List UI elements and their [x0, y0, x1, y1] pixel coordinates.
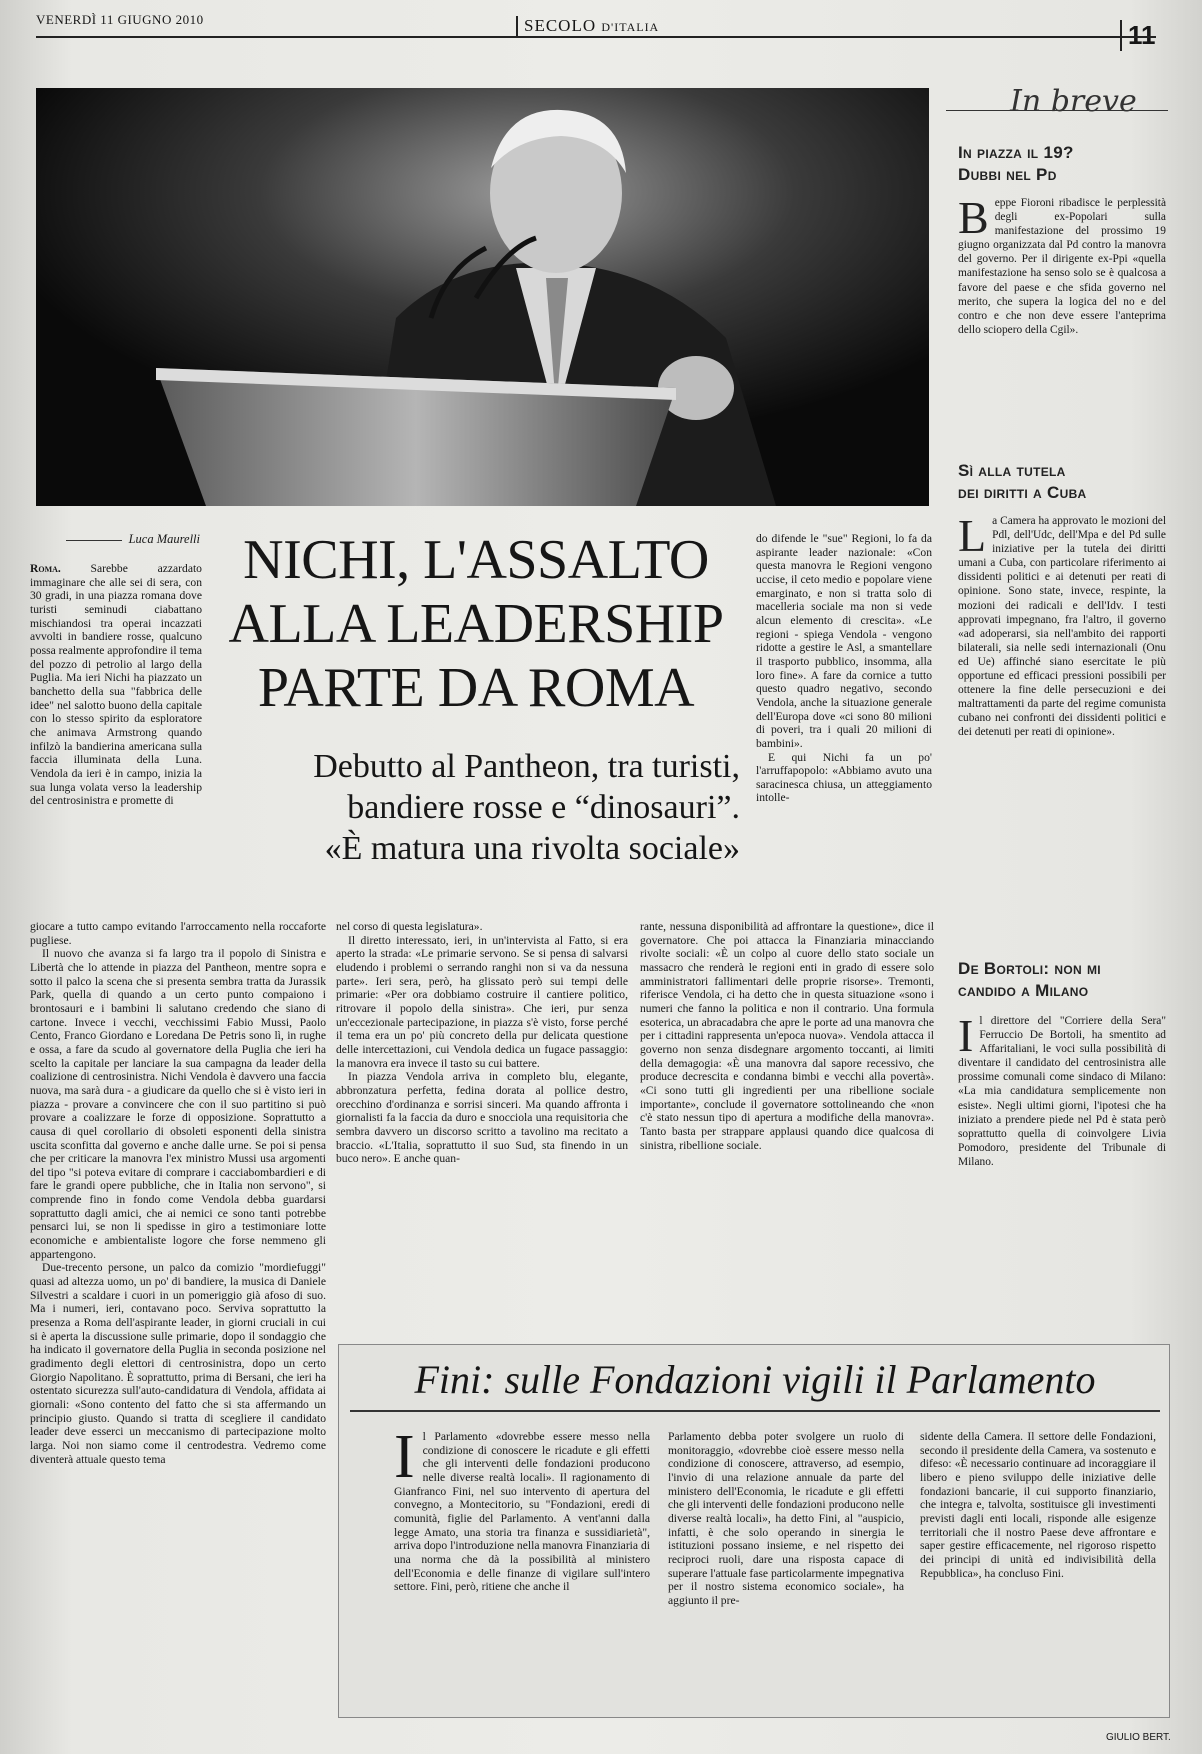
- sidebar-body: eppe Fioroni ribadisce le perplessità degli ex-Popolari sulla manifestazione del prossimo 19 giugno organizzata dal Pd contro la manovra del governo. Per il dirigente ex-Ppi «quella manifestazione ha senso solo se è qualcosa a favore del paese e che sfida governo nel merito, che supera la logica del no e del contro e che non deve essere l'anteprima dello sciopero della Cgil».: [958, 197, 1166, 336]
- sidebar-title-line: Dubbi nel Pd: [958, 165, 1057, 184]
- article-paragraph: [30, 562, 202, 808]
- article-paragraph: do difende le "sue" Regioni, lo fa da aspirante leader nazionale: «Con questa manovra le Regioni vengono uccise, il ceto medio e popolare viene emarginato, e non si tratta solo di macelleria sociale ma non si vede alcun elemento di crescita». «Le regioni - spiega Vendola - vengono ridotte a gestire le Asl, a smantellare il trasporto pubblico, insomma, alla loro fine». A fare da cornice a tutto questo quadro negativo, secondo Vendola, anche la situazione generale dell'Europa dove «ci sono 80 milioni di poveri, tra i quali 20 milioni di bambini».: [756, 532, 932, 750]
- headline: [208, 528, 744, 720]
- sidebar-body: a Camera ha approvato le mozioni del Pdl, dell'Udc, dell'Mpa e del Pd sulle iniziative per la tutela dei diritti umani a Cuba, con particolare riferimento ai dissidenti politici e ai detenuti per reati di opinione. Sono state, invece, respinte, la mozioni dei radicali e dell'Idv. I testi approvati impegnano, fra l'altro, il governo «ad adoperarsi, sia nell'ambito dei rapporti bilaterali, sia nelle sedi internazionali (Onu ed Ue) affinché siano esercitate le più opportune ed efficaci pressioni possibili per ottenere la fine delle persecuzioni e dei maltrattamenti da parte del regime comunista cubano nei confronti dei dissidenti politici e dei detenuti per reati di opinione».: [958, 515, 1166, 739]
- fini-col3: [920, 1430, 1156, 1580]
- article-col2: [336, 920, 628, 1166]
- fini-col1: [394, 1423, 650, 1594]
- sidebar-title-line: De Bortoli: non mi: [958, 959, 1101, 978]
- article-paragraph: In piazza Vendola arriva in completo blu, elegante, abbronzatura perfetta, fedina dorata al pollice destro, orecchino d'ordinanza e sorrisi sinceri. Ma quando affronta i giornalisti fa la faccia da duro e snocciola una requisitoria che sembra davvero un discorso scritto a tavolino ma recitato a braccio. «L'Italia, soprattutto il suo Sud, sta finendo in un buco nero». E anche quan-: [336, 1070, 628, 1166]
- article-paragraph: Il diretto interessato, ieri, in un'intervista al Fatto, si era aperto la strada: «Le primarie servono. Se si pensa di salvarsi eludendo i problemi o serrando ranghi non si va da nessuna parte». Ieri sera, però, ha glissato però sui tempi delle primarie: «Per ora dobbiamo costruire il cantiere politico, ritrovare il popolo della sinistra». Che ieri, pur senza un'eccezionale partecipazione, in piazza s'è visto, forse perché il tema era un po' più concreto della pur delicata questione delle intercettazioni, cui Vendola dedica un fugace passaggio: la manovra era invece il tasto su cui battere.: [336, 933, 628, 1070]
- dropcap: I: [394, 1423, 415, 1491]
- subhead-line: «È matura una rivolta sociale»: [324, 830, 740, 867]
- sidebar-title: [958, 142, 1166, 186]
- headline-line: ALLA LEADERSHIP: [228, 593, 724, 655]
- byline: Luca Maurelli: [36, 532, 200, 547]
- article-paragraph: Due-trecento persone, un palco da comizio "mordiefuggi" quasi ad altezza uomo, un po' di bandiere, la musica di Daniele Silvestri a scaldare i cuori in un pomeriggio già afoso di suo. Ma i numeri, ieri, contavano poco. Serviva soprattutto la presenza a Roma dell'aspirante leader, in giorni cruciali in cui si è aperta la discussione sulle primarie, dopo il sondaggio che ha indicato il governatore della Puglia in seconda posizione nel gradimento degli elettori di centrosinistra, dopo un certo Giorgio Napolitano. È soprattutto, prima di Bersani, che ieri ha ostentato sicurezza sull'auto-candidatura di Vendola, affidata ai giornali: «Sono contento del fatto che si sta affermando un principio giusto. Quando si tratta di scegliere il candidato leader deve esserci un meccanismo di partecipazione molto larga. Noi non siamo come il centrodestra. Vedremo come diventerà attuale questo tema: [30, 1261, 326, 1466]
- sidebar-text: [958, 1010, 1166, 1169]
- header-rule: [36, 36, 1156, 38]
- photo-illustration-icon: [36, 88, 929, 506]
- sidebar-text: [958, 510, 1166, 740]
- article-col3-bottom: [640, 920, 934, 1152]
- article-paragraph: rante, nessuna disponibilità ad affrontare la questione», dice il governatore. Che poi attacca la Finanziaria minacciando rivolte sociali: «È un colpo al cuore dello stato sociale un massacro che renderà le regioni enti in grado di essere solo amministratori fallimentari delle proprie risorse». Tremonti, riferisce Vendola, ci ha detto che in questa situazione «sono i numeri che fanno la politica e non il contrario. Una formula esoterica, un abracadabra che apre le porte ad una manovra che per i cittadini rappresenta un'epoca nuova». Vendola attacca il governo non senza disdegnare argomento toccanti, ai limiti della demagogia: «È una manovra dal sapore recessivo, che produce decrescita e condanna bimbi e vecchi alla povertà». «Ci sono tutti gli ingredienti per una ribellione sociale importante», conclude il governatore sottolineando che «non c'è stato nessun tipo di apertura a modifiche della manovra». Tanto basta per strappare applausi quando dice qualcosa di sinistra, ribellione sociale.: [640, 920, 934, 1152]
- subheadline: [220, 746, 740, 869]
- article-paragraph: E qui Nichi fa un po' l'arruffapopolo: «Abbiamo avuto una saracinesca chiusa, un atteggiamento intolle-: [756, 750, 932, 805]
- sidebar-title: [958, 460, 1166, 504]
- fini-text: l Parlamento «dovrebbe essere messo nella condizione di conoscere le ricadute e gli effetti che gli interventi delle fondazioni producono nelle diverse realtà locali». Il ragionamento di Gianfranco Fini, nel suo intervento di apertura del convegno, a Montecitorio, su "Fondazioni, eredi di comunità, figlie del Parlamento. A vent'anni dalla legge Amato, una storia tra finanza e sussidiarietà", arriva dopo l'introduzione nella manovra Finanziaria di una norma che dà la possibilità al ministero dell'Economia e delle finanze di vigilare sull'intero settore. Fini, però, ritiene che anche il: [394, 1430, 650, 1594]
- article-col3-top: [756, 532, 932, 805]
- article-paragraph: nel corso di questa legislatura».: [336, 920, 483, 933]
- sidebar-item-debortoli: [958, 958, 1166, 1169]
- sidebar-text: [958, 192, 1166, 337]
- newspaper-name-small: D'ITALIA: [601, 20, 660, 34]
- sidebar-title-line: In piazza il 19?: [958, 143, 1074, 162]
- newspaper-name: [516, 16, 659, 36]
- sidebar-item-cuba: [958, 460, 1166, 740]
- fini-text: Parlamento debba poter svolgere un ruolo di monitoraggio, «dovrebbe cioè essere messo nella condizione di conoscere, attraverso, ad esempio, l'invio di una relazione annuale da parte del ministero dell'Economia, le ricadute e gli effetti che gli interventi delle fondazioni producono nelle diverse realtà locali», ha detto Fini, al "auspicio, infatti, è che solo operando in sinergia le istituzioni possano insieme, e nel rispetto dei reciproci ruoli, dare una risposta capace di superare l'attuale fase particolarmente impegnativa per il nostro sistema economico sociale», ha aggiunto il pre-: [668, 1430, 904, 1607]
- fini-text: sidente della Camera. Il settore delle Fondazioni, secondo il presidente della Camera, va sostenuto e difeso: «È necessario continuare ad incoraggiare il libero e pieno sviluppo delle iniziative delle fondazioni bancarie, il cui supporto finanziario, che integra e, talvolta, sostituisce gli investimenti previsti dagli enti locali, risponde alle esigenze territoriali che il nostro Paese deve affrontare e saper gestire efficacemente, nel rigoroso rispetto dei principi di unità ed indivisibilità della Repubblica», ha concluso Fini.: [920, 1430, 1156, 1580]
- newspaper-name-main: SECOLO: [524, 16, 597, 35]
- politician-at-podium-photo: [36, 88, 929, 506]
- article-col1-bottom: [30, 920, 326, 1466]
- article-paragraph: giocare a tutto campo evitando l'arroccamento nella roccaforte pugliese.: [30, 920, 326, 947]
- subhead-line: bandiere rosse e “dinosauri”.: [347, 789, 740, 826]
- dropcap: L: [958, 510, 987, 561]
- fini-box-title: Fini: sulle Fondazioni vigili il Parlamento: [350, 1356, 1160, 1412]
- sidebar-title: [958, 958, 1166, 1002]
- article-paragraph: Il nuovo che avanza si fa largo tra il popolo di Sinistra e Libertà che lo attende in piazza del Pantheon, mentre sopra e sotto il palco la scena che si presenta sembra tratta da Jurassik Park, quella di quando a un certo punto compaiono i brontosauri e i bambini li salutano credendo che siano di cartone. Invece i vecchi, vecchissimi Fabio Mussi, Paolo Cento, Franco Giordano e Loredana De Petris sono lì, in rughe e ossa, a fare da scudo al governatore della Puglia che ieri ha scelto la capitale per lanciare la sua campagna da leader della coalizione di centrosinistra. Nichi Vendola è davvero una faccia nuova, ma sarà dura - a giudicare da quello che si è visto ieri in piazza - provare a convincere che con il suo partitino si può provare a coalizzare le forze di opposizione. Soprattutto a causa di quel corollario di obsoleti esponenti della sinistra uscita sconfitta dal governo e anche dalle urne. Se poi si pensa che per criticare la manovra l'ex ministro Mussi usa argomenti del tipo "si poteva evitare di comprare i cacciabombardieri e di fare le grandi opere pubbliche, che in Italia non servono", si comprende fino in fondo come Vendola debba guardarsi soprattutto dagli amici, che ai nemici ce sono tanti potrebbe pensarci lui, se non li spedisse in giro a testimoniare lotte economiche e ambientaliste logore che forse nemmeno gli appartengono.: [30, 947, 326, 1261]
- fini-col2: [668, 1430, 904, 1608]
- sidebar-title-line: candido a Milano: [958, 981, 1089, 1000]
- article-text: Sarebbe azzardato immaginare che alle sei di sera, con 30 gradi, in una piazza romana dove turisti seminudi ciabattano mischiandosi tra operai incazzati avvolti in bandiere rosse, qualcuno possa realmente approfondire il tema del pozzo di petrolio al largo della Puglia. Ma ieri Nichi ha piazzato un banchetto della sua "fabbrica delle idee" nel salotto buono della capitale con lo stesso spirito da esploratore che animava Armstrong quando infilzò la bandierina americana sulla faccia illuminata della Luna. Vendola da ieri è in campo, inizia la sua lunga volata verso la leadership del centrosinistra e promette di: [30, 562, 202, 808]
- dropcap: I: [958, 1010, 974, 1061]
- sidebar-item-piazza: [958, 142, 1166, 337]
- sidebar-rule: [946, 110, 1168, 111]
- sidebar-body: l direttore del "Corriere della Sera" Ferruccio De Bortoli, ha smentito ad Affaritaliani, le voci sulla possibilità di diventare il candidato del centrosinistra alle prossime comunali come sindaco di Milano: «La mia candidatura semplicemente non esiste». Negli ultimi giorni, l'ipotesi che ha iniziato a prendere piede nel Pd è stata però soprattutto quella di coinvolgere Livia Pomodoro, presidente del Tribunale di Milano.: [958, 1015, 1166, 1168]
- issue-date: VENERDÌ 11 GIUGNO 2010: [36, 12, 204, 27]
- sidebar-title-line: Sì alla tutela: [958, 461, 1066, 480]
- headline-line: PARTE DA ROMA: [257, 657, 695, 719]
- article-col1-top: [30, 562, 202, 808]
- sidebar-title-line: dei diritti a Cuba: [958, 483, 1087, 502]
- subhead-line: Debutto al Pantheon, tra turisti,: [313, 748, 740, 785]
- in-breve-label: In breve: [1010, 84, 1137, 119]
- page-number: 11: [1120, 20, 1156, 51]
- headline-line: NICHI, L'ASSALTO: [243, 529, 709, 591]
- dateline: Roma.: [30, 562, 61, 575]
- dropcap: B: [958, 192, 989, 243]
- author-signature: GIULIO BERT.: [1106, 1732, 1171, 1743]
